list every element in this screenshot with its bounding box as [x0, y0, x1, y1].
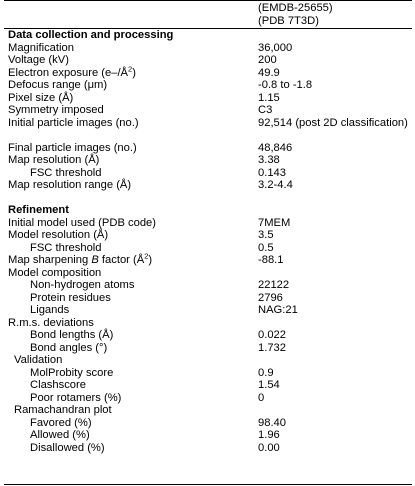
row-value: 200 [258, 54, 277, 66]
row-value: 1.54 [258, 379, 280, 391]
row-value: NAG:21 [258, 304, 298, 316]
row-label: Clashscore [30, 379, 86, 391]
row-value: 2796 [258, 291, 283, 304]
row-label: Final particle images (no.) [8, 141, 137, 154]
row-label: Symmetry imposed [8, 104, 104, 116]
table-body [0, 29, 415, 454]
row-value: 0.5 [258, 241, 274, 254]
row-value: C3 [258, 104, 273, 116]
row-value: 1.15 [258, 91, 280, 104]
row-value: 98.40 [258, 416, 286, 429]
row-label: MolProbity score [30, 366, 114, 379]
table-row [0, 279, 415, 292]
row-value: -88.1 [258, 254, 284, 266]
row-value: 48,846 [258, 141, 293, 154]
table-row [0, 63, 415, 80]
row-label: Electron exposure $(e-/Å^2)$ [8, 63, 136, 79]
row-value: 3.5 [258, 229, 274, 241]
row-value: 1.732 [258, 341, 286, 354]
table-row [0, 179, 415, 192]
row-label: Ligands [30, 304, 70, 316]
section-heading-data-collection: Data collection and processing [8, 29, 174, 41]
table-row [0, 92, 415, 105]
table-row [0, 329, 415, 342]
row-label: Voltage (kV) [8, 54, 69, 66]
row-label: Protein residues [30, 291, 111, 304]
table-row [0, 417, 415, 430]
row-value: 3.38 [258, 154, 280, 166]
table-row [0, 392, 415, 405]
row-value: 0.00 [258, 441, 280, 454]
row-value: 7MEM [258, 216, 291, 229]
column-header [258, 2, 333, 27]
row-label: R.m.s. deviations [8, 316, 94, 329]
row-label: Poor rotamers (%) [30, 391, 122, 404]
pdb-id: (PDB 7T3D) [258, 14, 319, 27]
row-label: Magnification [8, 41, 74, 54]
row-value: -0.8 to -1.8 [258, 79, 313, 91]
row-label: Ramachandran plot [14, 404, 112, 416]
table-row [0, 367, 415, 380]
table-row [0, 304, 415, 317]
row-label: FSC threshold [30, 241, 102, 254]
table-row [0, 251, 415, 267]
table-row [0, 442, 415, 455]
table-row [0, 167, 415, 180]
row-label: Map sharpening B factor $(Å^2)$ [8, 251, 153, 266]
row-label: Favored (%) [30, 416, 92, 429]
table-row [0, 79, 415, 92]
row-value: 92,514 (post 2D classification) [258, 116, 408, 129]
table-bottom-rule [4, 484, 412, 485]
table-row [0, 267, 415, 280]
section-heading-refinement: Refinement [8, 204, 69, 216]
row-label: Disallowed (%) [30, 441, 105, 454]
row-label: Initial model used (PDB code) [8, 216, 156, 229]
row-label: Pixel size (Å) [8, 91, 74, 104]
row-label: Map resolution range (Å) [8, 179, 132, 191]
row-value: 36,000 [258, 41, 293, 54]
row-label: Model resolution (Å) [8, 229, 109, 241]
row-value: 0.143 [258, 166, 286, 179]
row-label: FSC threshold [30, 166, 102, 179]
row-label: Map resolution (Å) [8, 154, 100, 166]
row-label: Model composition [8, 266, 102, 279]
row-label: Defocus range (μm) [8, 79, 108, 91]
table-row [0, 217, 415, 230]
table-row [0, 379, 415, 392]
table-row [0, 54, 415, 67]
row-label: Initial particle images (no.) [8, 116, 139, 129]
table-row [0, 117, 415, 142]
table-top-rule [4, 0, 412, 1]
table-row [0, 42, 415, 55]
table-row [0, 342, 415, 355]
table-row [0, 229, 415, 242]
row-label: Non-hydrogen atoms [30, 279, 135, 291]
table-row [0, 404, 415, 417]
row-label: Validation [14, 354, 63, 366]
table-row [0, 429, 415, 442]
row-value: 22122 [258, 279, 290, 291]
row-value: 1.96 [258, 429, 280, 441]
spacer-row [0, 192, 415, 205]
table-row [0, 104, 415, 117]
row-value: 49.9 [258, 66, 280, 79]
row-value: 0.022 [258, 329, 286, 341]
row-value: 3.2-4.4 [258, 179, 293, 191]
table-row [0, 354, 415, 367]
table-row [0, 242, 415, 255]
table-row [0, 142, 415, 155]
row-label: Bond angles (°) [30, 341, 108, 354]
table-row [0, 292, 415, 305]
row-value: 0 [258, 391, 265, 404]
row-label: Bond lengths (Å) [30, 329, 114, 341]
emdb-id: (EMDB-25655) [258, 2, 333, 14]
table-row [0, 154, 415, 167]
row-value: 0.9 [258, 366, 274, 379]
table-row [0, 317, 415, 330]
row-label: Allowed (%) [30, 429, 90, 441]
